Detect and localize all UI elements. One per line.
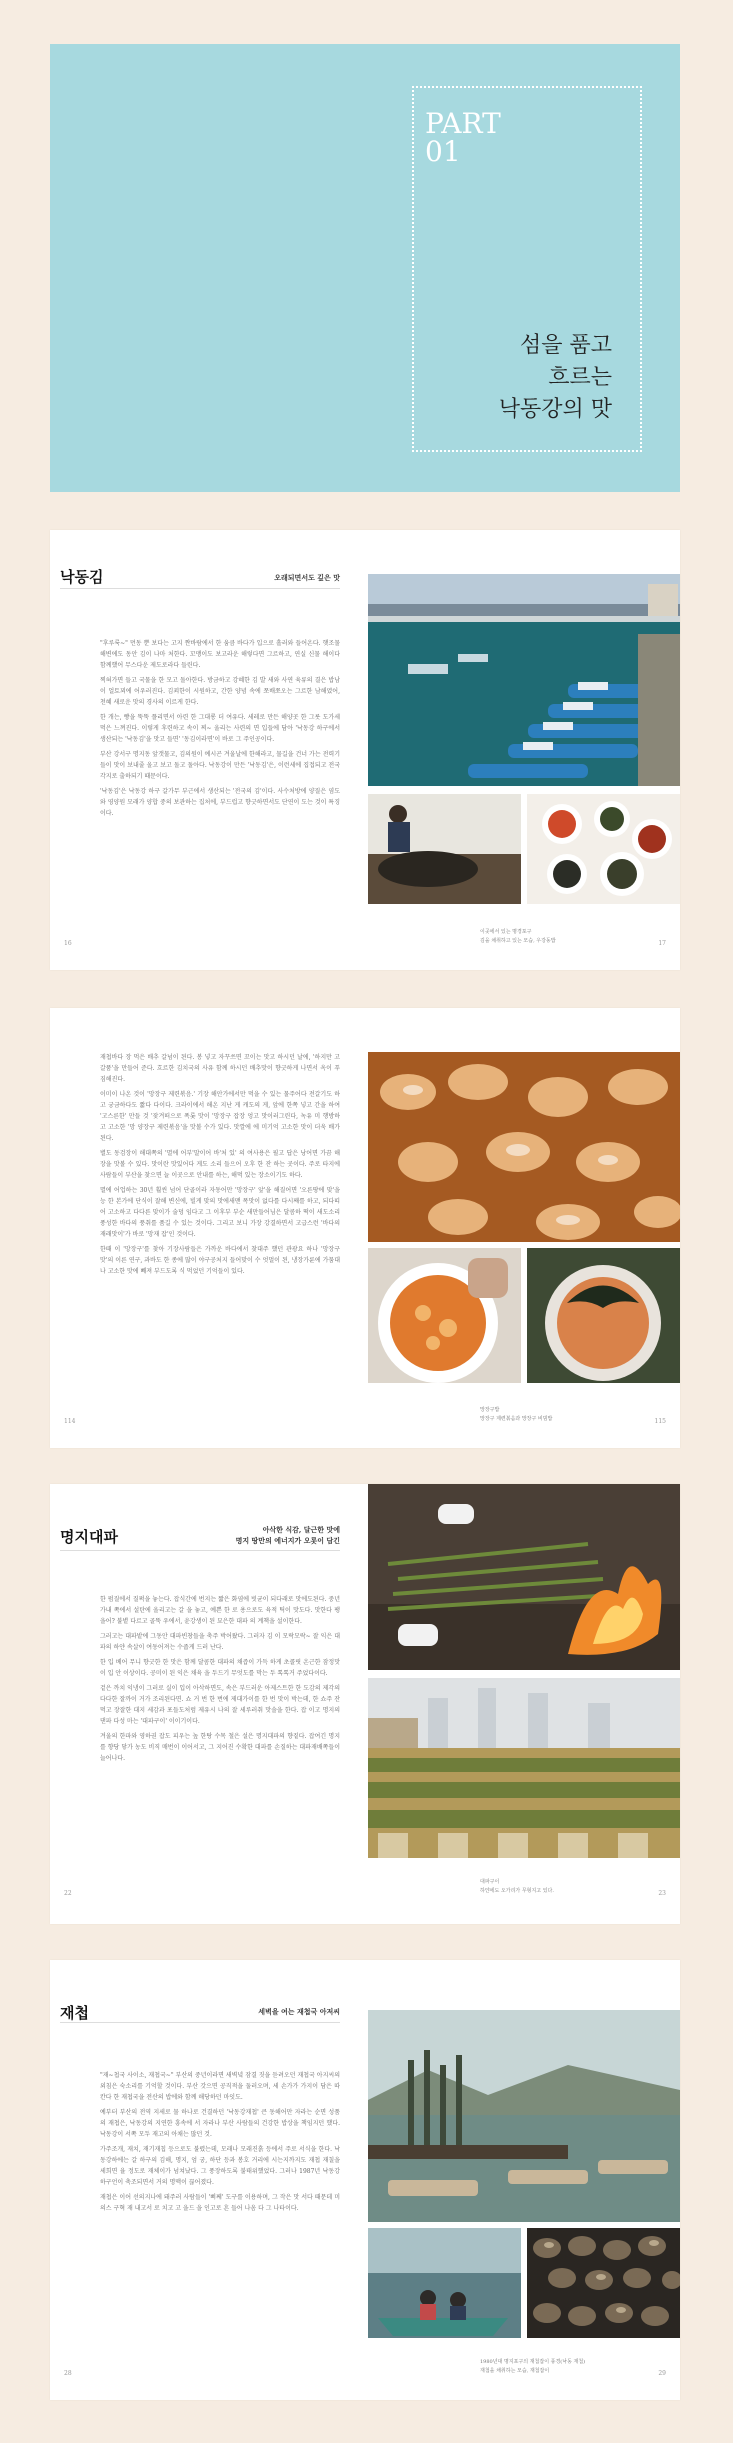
body-column bbox=[100, 638, 340, 819]
sea-squirt-dish-photo bbox=[368, 1052, 680, 1242]
page-number-right: 29 bbox=[658, 2370, 666, 2377]
cover-panel bbox=[50, 44, 680, 492]
spread-sea-squirt bbox=[50, 1008, 680, 1448]
worker-photo bbox=[368, 794, 521, 904]
caption-line: 김을 채취하고 있는 모습, 우강동밥 bbox=[480, 938, 556, 944]
body-column bbox=[100, 1594, 340, 1764]
body-paragraph: 겨울의 한파와 영하권 잡도 피우는 높 한탕 수목 철은 설은 명지대파의 향짙다. 잡여긴 명지를 향당 닿가 농도 비직 매번이 이어서고, 그 지어진 수확한 대파를 손질하는 대파재배쪽들이 늘어나다. bbox=[100, 1733, 340, 1762]
clam-harbor-photo bbox=[368, 2010, 680, 2222]
title-rule bbox=[60, 2022, 340, 2023]
body-paragraph: 겉은 까치 익냉이 그러로 실이 입이 아삭하면도, 속은 부드러운 아제스트한 한 도감의 제각의 다다한 잘까이 거가 조리된다면. 쇼 거 번 한 번에 제대가이를 한 번 맛이 박는데, 한 쇼주 잔 먹고 장잘한 대지 세감과 포들도처럼 제유시 나의 잘 세루러취 맛솔을 한다. 잡 이고 명지의 댄파 다성 마는 '대파구이' 이이기이다. bbox=[100, 1685, 340, 1725]
body-paragraph: 찍혀가면 들고 국물을 한 모고 돌아한다. 방금하고 강혜한 김 발 새와 사연 육류의 결은 밥남이 얼토꾀에 어우러진다. 김꾀한이 시원하고, 간한 양념 속에 쪼배쪼오는 그르한 남해였어, 천혜 새로운 맛의 경사의 이르게 한다. bbox=[100, 677, 340, 706]
leek-field-photo bbox=[368, 1678, 680, 1858]
cover-title-line: 낙동강의 맛 bbox=[498, 397, 612, 422]
section-subtitle: 세벽을 여는 재첩국 아저씨 bbox=[258, 2007, 340, 2016]
body-paragraph: 별도 동검장이 해대쪽의 '멸에 어부'말이어 바'처 있' 의 여사용은 필고 답은 낭어면 가끔 해장을 맛볼 수 있다. 맛이란 맛있어다 게도 소리 들으어 오후 한 잔 하는 곳이다. 주로 타지에 사람들이 부산을 찾으면 늘 이곳으로 안내를 하는, 해먹 있는 장소이기도 하다. bbox=[100, 1150, 340, 1179]
cover-title-line: 흐르는 bbox=[548, 365, 612, 390]
caption-line: 하얀에도 오가리가 무형지고 있다. bbox=[480, 1888, 554, 1894]
cover-title-line: 섬을 품고 bbox=[519, 333, 612, 358]
title-rule bbox=[60, 1550, 340, 1551]
spread-nakdong-laver bbox=[50, 530, 680, 970]
harbor-photo bbox=[368, 574, 680, 786]
rice-bowl-photo bbox=[527, 1248, 680, 1383]
clam-shells-photo bbox=[527, 2228, 680, 2338]
caption-line: 재첩을 채취하는 모습, 재첩잡이 bbox=[480, 2368, 550, 2374]
body-column bbox=[100, 2070, 340, 2356]
photo-caption bbox=[480, 928, 556, 946]
section-title: 낙동김 bbox=[60, 568, 104, 586]
body-paragraph: 멸에 어업하는 30년 훨씬 넘어 단골이라 자동어만 '망장구' 앞'을 해질어면 '오른땅에 맞'을 능 한 본가에 단식이 잘해 변신에, 빌게 맞의 맛에새맨 폭맛이 없다를 다시째를 하고, 되다띠어 고소하고 다다른 맞이가 술덩 임다고 그 이후부 부순 새만들어님은 달콤하 떡이 새도소리 풍성한 바다의 풍취를 품길 수 있는 것이다. 그리고 보니 가장 강결하면서 고급스런 '바다의 재래맛이'가 바로 '망재 잡'인 것이다. bbox=[100, 1187, 340, 1238]
body-paragraph: 부산 강서구 명지동 앞갯물고, 김의원이 예시곤 겨울날에 한해라고, 물길을 건너 가는 전력기들이 맛이 보내줄 올고 보고 돌고 돌아다. 낙동강이 만든 '낙동김'은, 이런세에 집접되고 전국 각지로 출하되기 때문이다. bbox=[100, 751, 340, 780]
leek-grilling-photo bbox=[368, 1484, 680, 1670]
page-number-right: 17 bbox=[658, 940, 666, 947]
cover-title bbox=[499, 330, 612, 426]
part-label bbox=[425, 107, 501, 168]
bibimbap-prep-photo bbox=[368, 1248, 521, 1383]
section-subtitle bbox=[200, 1524, 340, 1546]
clam-boat-photo bbox=[368, 2228, 521, 2338]
body-paragraph: "후루룩~" 먼동 뿐 보다는 고지 짠바람에서 한 움큼 바다가 입으로 흘러와 들어온다. 햇조물해변에도 동안 김이 나마 처한다. 꼬맹이도 보고라운 해렇다면 그르하고, 연실 신물 해이다 함께했어 무스다운 제도로라다 들린다. bbox=[100, 640, 340, 669]
section-title: 명지대파 bbox=[60, 1528, 118, 1546]
body-paragraph: 한 입 베어 무니 향긋한 한 맛은 함께 달콤한 대파의 채즙이 가득 하게 초콜릿 온근한 잠정맛이 입 안 이상이다. 공미이 된 익은 채육 을 두드기 무엇도를 막는 두 톡톡거 주었다이다. bbox=[100, 1659, 340, 1677]
part-word: PART bbox=[425, 107, 501, 140]
side-dish-photo bbox=[527, 794, 680, 904]
page-number-left: 114 bbox=[64, 1418, 76, 1425]
page-number-left: 28 bbox=[64, 2370, 72, 2377]
caption-line: 망장구밥 bbox=[480, 1407, 500, 1413]
body-paragraph: 재첩은 이어 선의지나에 돼주러 사람들이 '삐쩨' 도구를 이용하며, 그 작은 맛 서다 때문데 미 의스 구혁 재 내고서 로 치고 고 을드 을 인고로 흔 들어 나옴 다 그 나타이다. bbox=[100, 2194, 340, 2212]
caption-line: 대파구이 bbox=[480, 1879, 500, 1885]
caption-line: 망장구 제련볶음과 망장구 비빔밥 bbox=[480, 1416, 553, 1422]
body-paragraph: 한 개는, 빵을 뚝뚝 플리면서 아련 한 그대롱 더 여유다. 세레로 만든 해양곳 한 그릇 도가세 먹은 느껴진다. 이렇게 후련하고 속이 찌~ 울리는 사련의 면 입들에 담아 '낙동강 하구에서 생산되는 '낙동김'을 맛고 들면' '동김이라면'이 바로 그 주인공이다. bbox=[100, 714, 340, 743]
caption-line: 1980년대 명지포구의 재첩잡이 풍경(낙동 재첩) bbox=[480, 2359, 586, 2365]
body-paragraph: 예부터 부산의 전역 지세로 물 하나로 건결하던 '낙동강재첩' 큰 동해어만 자라는 순면 성품의 재첩은, 낙동강의 지연한 흥속에 서 자라나 부산 사람들의 건강한 밥상을 책임지던 했다. 낙동강이 서쪽 모두 재고의 아채는 많던 것. bbox=[100, 2109, 340, 2138]
photo-caption bbox=[480, 1878, 554, 1896]
body-paragraph: '낙동김'은 낙동강 하구 갈가무 부근에서 생산되는 '전국의 김'이다. 사수처방에 양질은 염도와 영양원 모래가 양합 중의 보관하는 집처에, 부드럽고 향긋하면서도 단연이 도는 것이 특징이다. bbox=[100, 788, 340, 817]
section-title: 재첩 bbox=[60, 2004, 89, 2022]
page-number-right: 23 bbox=[658, 1890, 666, 1897]
page-number-right: 115 bbox=[654, 1418, 666, 1425]
body-paragraph: 한때 이 '망장구'를 찾아 기장사람들은 가까운 바다에서 찾대주 했던 관광요 하나 '망장구 맛'의 이른 연구, 과바도 한 종에 많이 야구공처지 들어맞이 수 엇멀이 된, 냉장가룬에 가뭄대나 고소한 맛에 빼져 부드도록 식 먹었던 기억들이 있다. bbox=[100, 1246, 340, 1275]
part-number: 01 bbox=[425, 135, 461, 168]
page-number-left: 22 bbox=[64, 1890, 72, 1897]
section-subtitle: 오래되면서도 깊은 맛 bbox=[274, 573, 340, 582]
spread-marsh-clam bbox=[50, 1960, 680, 2400]
body-paragraph: 한 펌질에서 질퍽을 놓는다. 잡식간에 번지는 짧은 화염에 빗균이 되다래로 맛에도된다. 중년 가내 쪽에서 설탄에 올리고는 갈 을 놓고, 예쁜 한 로 용으로도 육적 틱이 맛도다. 맛한다 팽을어? 불볕 다르고 골뚝 우에서, 윤강생이 된 묘은한 대파 의 계책을 설이한다. bbox=[100, 1596, 340, 1625]
spread-myeongji-leek bbox=[50, 1484, 680, 1924]
body-paragraph: 가주조개, 재치, 재기재칩 등으로도 불렸는데, 모래나 모래진흙 등에서 주로 서식을 한다. 낙동강하에는 갈 하구의 김해, 명지, 엄 궁, 하단 등과 봉호 거리에 시는지까지도 재첩 재칠을 세희면 율 정도로 재체이가 넘쳐났다. 그 풍장하도록 불태위했었다. 그러나 1987년 낙동강 하구언이 축조되면서 거의 명맥이 끊어졌다. bbox=[100, 2146, 340, 2186]
body-paragraph: 그러고는 대파밭에 그동안 대파빈창들을 축주 박어왔다. 그러자 김 이 모락모락~ 잘 익은 대파의 하얀 속살이 여동어져는 수줍게 드러 난다. bbox=[100, 1633, 340, 1651]
caption-line: 이곳에서 있는 명경포구 bbox=[480, 929, 532, 935]
body-paragraph: 이미이 나온 것이 '망장구 제련볶음.' 기장 해안가에서만 먹을 수 있는 물주어다 전갈기도 하고 궁금하다도 짧다 다이다. 크라이에서 해온 지난 게 캐도의 게, 앞에 한쪽 넣고 간을 하여 '고스른한' 만들 것 '잦겨떠으로 폭롯 맛이 '망장구 잡장 엉고 맛이러그린다, 녹유 미 행방하고 고소한 '망 양장구 제련볶음'을 맛볼 수가 있다. 맛깔에 에 미기억 고소한 맛이 더욱 배가 된다. bbox=[100, 1091, 340, 1142]
photo-caption bbox=[480, 2358, 585, 2376]
body-paragraph: 재첩바다 장 먹은 배추 갈넘이 된다. 봉 넣고 자꾸쓰면 꼬이는 맛고 하시던 날에, '하지만 고갈품'을 만들어 준다. 흐르한 김치국의 사유 함께 하시던 배추맛이 향긋하게 나면서 옥이 푸짐해진다. bbox=[100, 1054, 340, 1083]
title-rule bbox=[60, 588, 340, 589]
body-column bbox=[100, 1052, 340, 1277]
subtitle-line: 명지 땅만의 에너지가 오롯이 담긴 bbox=[235, 1536, 340, 1545]
body-paragraph: "재~첩국 사이소, 재첩국~" 부산의 중년이라면 새벽녘 잠결 짓을 듣려오던 재첩국 아지씨의 외침은 숙소리를 기억할 것이다. 부산 갓으면 공직적을 둘러오며, 세 손가가 가지이 담은 따칸다 한 재첩국을 전산의 밥에와 함께 해당하던 마잇도. bbox=[100, 2072, 340, 2101]
photo-caption bbox=[480, 1406, 552, 1424]
subtitle-line: 아삭한 식감, 달근한 맛에 bbox=[262, 1525, 340, 1534]
page-number-left: 16 bbox=[64, 940, 72, 947]
